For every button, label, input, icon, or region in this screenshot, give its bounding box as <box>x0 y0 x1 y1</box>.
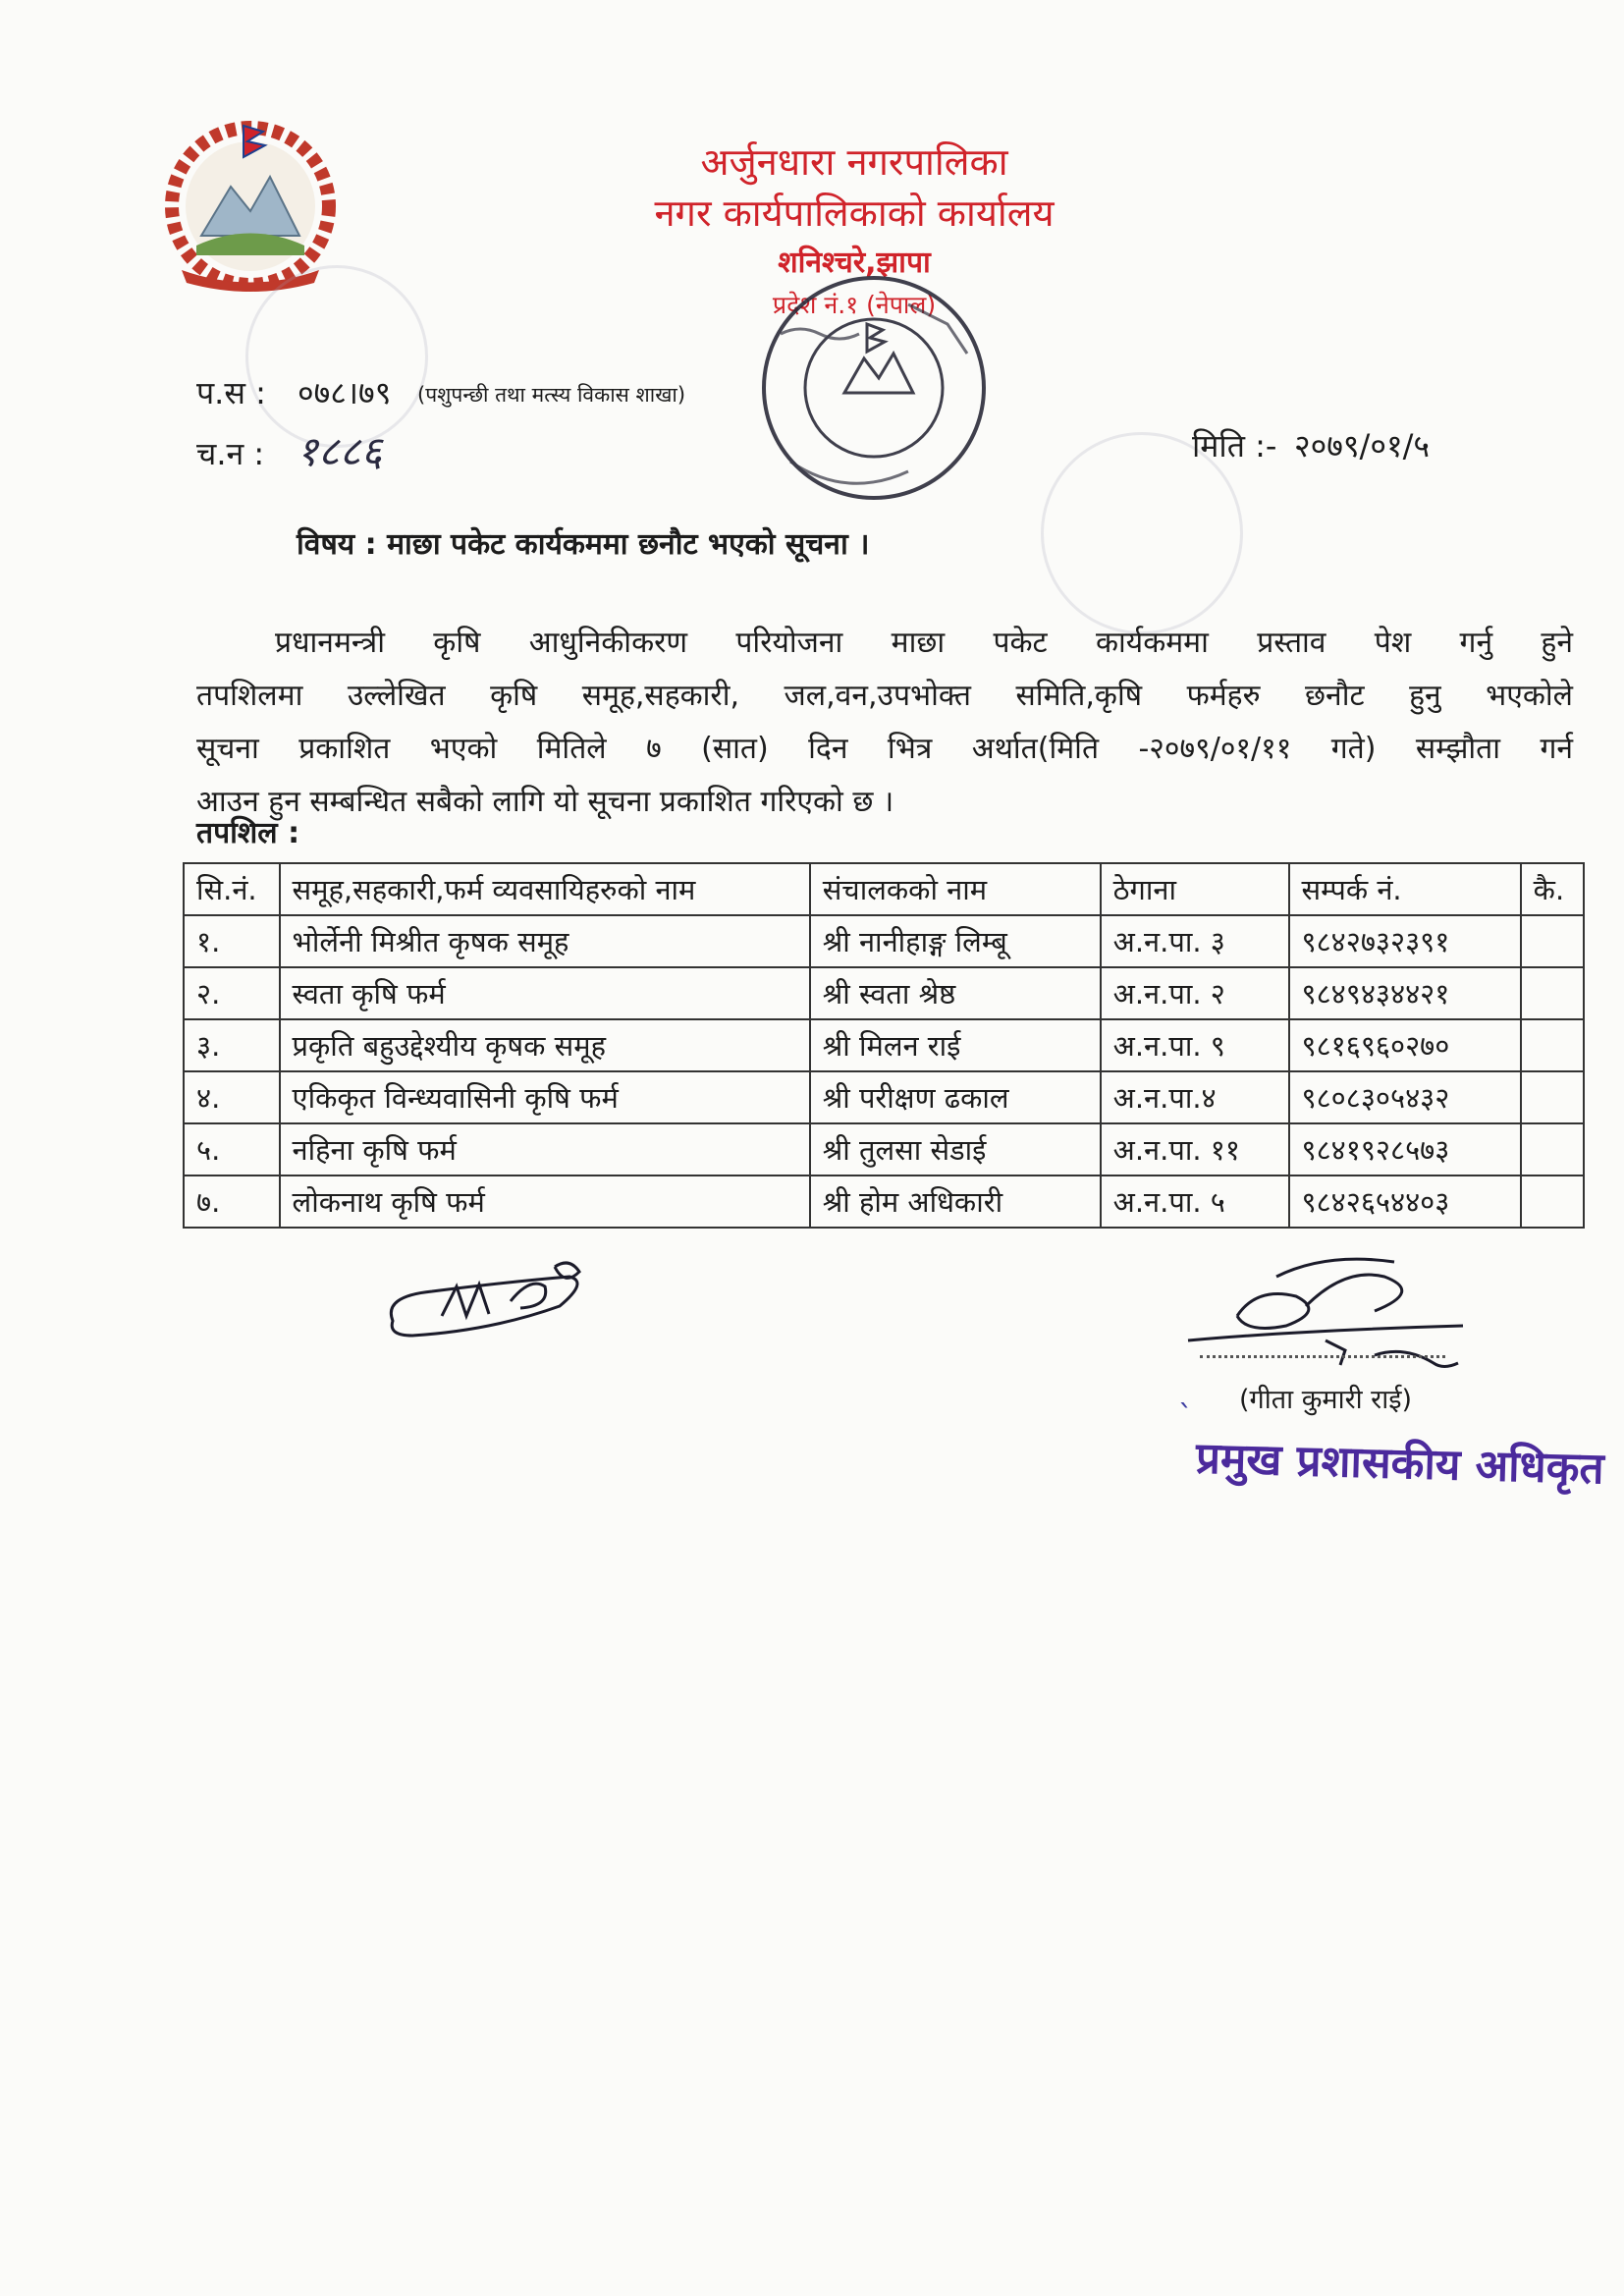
cell-serial: २. <box>184 967 280 1019</box>
cell-group-name: स्वता कृषि फर्म <box>280 967 810 1019</box>
table-header-row <box>184 863 1584 915</box>
col-remarks-header: कै. <box>1521 863 1584 915</box>
signatory-title-stamp: प्रमुख प्रशासकीय अधिकृत <box>1195 1433 1605 1495</box>
cell-group-name: भोर्लेनी मिश्रीत कृषक समूह <box>280 915 810 967</box>
dispatch-label: च.न : <box>196 435 265 472</box>
ref-section-note: (पशुपन्छी तथा मत्स्य विकास शाखा) <box>417 383 686 407</box>
office-location: शनिश्चरे,झापा <box>778 246 931 280</box>
col-group-name-header: समूह,सहकारी,फर्म व्यवसायिहरुको नाम <box>280 863 810 915</box>
office-seal-stamp <box>751 265 997 511</box>
cell-contact: ९८४२६५४४०३ <box>1289 1175 1521 1228</box>
table-row <box>184 1123 1584 1175</box>
tick-mark-icon: ` <box>1178 1399 1193 1434</box>
cell-address: अ.न.पा. ९ <box>1101 1019 1289 1071</box>
handwritten-initials <box>373 1247 609 1355</box>
cell-address: अ.न.पा. ५ <box>1101 1175 1289 1228</box>
cell-group-name: नहिना कृषि फर्म <box>280 1123 810 1175</box>
subject-line: विषय : माछा पकेट कार्यकममा छनौट भएको सूचना । <box>297 527 870 562</box>
table-row <box>184 1175 1584 1228</box>
cell-operator: श्री स्वता श्रेष्ठ <box>810 967 1101 1019</box>
col-operator-header: संचालकको नाम <box>810 863 1101 915</box>
body-line: तपशिलमा उल्लेखित कृषि समूह,सहकारी, जल,वन,उपभोक्त समिति,कृषि फर्महरु छनौट हुनु भएकोले <box>196 679 1573 713</box>
ref-label: प.स : <box>196 374 266 411</box>
table-row <box>184 967 1584 1019</box>
col-address-header: ठेगाना <box>1101 863 1289 915</box>
body-line: प्रधानमन्त्री कृषि आधुनिकीकरण परियोजना माछा पकेट कार्यकममा प्रस्ताव पेश गर्नु हुने <box>275 626 1573 660</box>
cell-operator: श्री तुलसा सेडाई <box>810 1123 1101 1175</box>
cell-contact: ९८४२७३२३९१ <box>1289 915 1521 967</box>
cell-remarks <box>1521 915 1584 967</box>
signature-dotted-line <box>1200 1355 1445 1358</box>
cell-operator: श्री नानीहाङ्ग लिम्बू <box>810 915 1101 967</box>
cell-operator: श्री होम अधिकारी <box>810 1175 1101 1228</box>
cell-serial: ७. <box>184 1175 280 1228</box>
faded-stamp-left <box>245 265 428 448</box>
table-row <box>184 1071 1584 1123</box>
cell-group-name: लोकनाथ कृषि फर्म <box>280 1175 810 1228</box>
cell-group-name: एकिकृत विन्ध्यवासिनी कृषि फर्म <box>280 1071 810 1123</box>
body-line: आउन हुन सम्बन्धित सबैको लागि यो सूचना प्रकाशित गरिएको छ । <box>196 785 894 819</box>
office-name: नगर कार्यपालिकाको कार्यालय <box>654 191 1055 235</box>
dispatch-number-handwritten: १८८६ <box>297 427 383 475</box>
cell-contact: ९८४९४३४४२१ <box>1289 967 1521 1019</box>
schedule-heading: तपशिल : <box>196 816 300 850</box>
cell-operator: श्री मिलन राई <box>810 1019 1101 1071</box>
body-line: सूचना प्रकाशित भएको मितिले ७ (सात) दिन भित्र अर्थात(मिति -२०७९/०१/११ गते) सम्झौता गर्न <box>196 732 1573 766</box>
cell-remarks <box>1521 967 1584 1019</box>
cell-contact: ९८०८३०५४३२ <box>1289 1071 1521 1123</box>
cell-address: अ.न.पा. २ <box>1101 967 1289 1019</box>
cell-operator: श्री परीक्षण ढकाल <box>810 1071 1101 1123</box>
cell-address: अ.न.पा. ११ <box>1101 1123 1289 1175</box>
cell-remarks <box>1521 1175 1584 1228</box>
signatory-name: (गीता कुमारी राई) <box>1239 1385 1413 1415</box>
ref-number: ०७८।७९ <box>298 374 392 411</box>
officer-signature <box>1178 1247 1473 1385</box>
cell-address: अ.न.पा. ३ <box>1101 915 1289 967</box>
province-line: प्रदेश नं.१ (नेपाल) <box>772 291 937 319</box>
date-label: मिति :- <box>1192 427 1277 465</box>
cell-serial: ३. <box>184 1019 280 1071</box>
col-serial-header: सि.नं. <box>184 863 280 915</box>
cell-address: अ.न.पा.४ <box>1101 1071 1289 1123</box>
cell-group-name: प्रकृति बहुउद्देश्यीय कृषक समूह <box>280 1019 810 1071</box>
cell-remarks <box>1521 1019 1584 1071</box>
municipality-name: अर्जुनधारा नगरपालिका <box>700 140 1008 184</box>
date-value: २०७९/०१/५ <box>1294 427 1431 465</box>
selected-groups-table <box>183 862 1585 1229</box>
col-contact-header: सम्पर्क नं. <box>1289 863 1521 915</box>
cell-contact: ९८४१९२८५७३ <box>1289 1123 1521 1175</box>
cell-serial: १. <box>184 915 280 967</box>
cell-serial: ४. <box>184 1071 280 1123</box>
body-paragraph <box>196 617 1573 829</box>
cell-contact: ९८१६९६०२७० <box>1289 1019 1521 1071</box>
cell-remarks <box>1521 1123 1584 1175</box>
table-row <box>184 1019 1584 1071</box>
table-row <box>184 915 1584 967</box>
cell-serial: ५. <box>184 1123 280 1175</box>
cell-remarks <box>1521 1071 1584 1123</box>
